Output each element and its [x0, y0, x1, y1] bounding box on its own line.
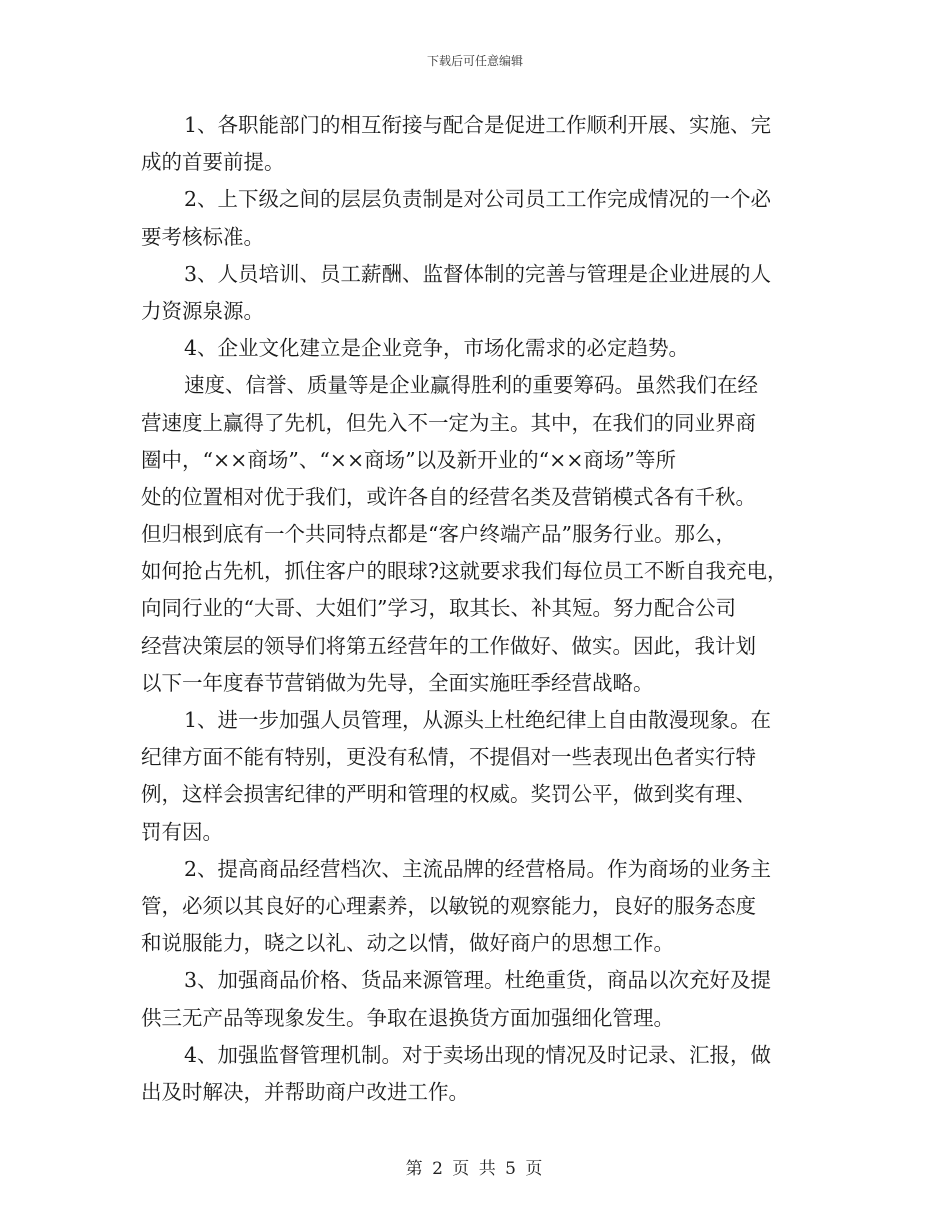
- text-line: 如何抢占先机，抓住客户的眼球?这就要求我们每位员工不断自我充电，: [141, 559, 788, 584]
- text-line: 纪律方面不能有特别，更没有私情，不提倡对一些表现出色者实行特: [141, 745, 756, 770]
- text-line: 圈中，“××商场”、“××商场”以及新开业的“××商场”等所: [141, 447, 676, 472]
- text-line: 处的位置相对优于我们，或许各自的经营名类及营销模式各有千秋。: [141, 484, 756, 509]
- text-line: 4、企业文化建立是企业竞争，市场化需求的必定趋势。: [184, 336, 690, 361]
- text-line: 力资源泉源。: [141, 298, 264, 323]
- text-line: 速度、信誉、质量等是企业赢得胜利的重要筹码。虽然我们在经: [184, 373, 758, 398]
- text-line: 经营决策层的领导们将第五经营年的工作做好、做实。因此，我计划: [141, 633, 756, 658]
- text-line: 供三无产品等现象发生。争取在退换货方面加强细化管理。: [141, 1005, 674, 1030]
- text-line: 以下一年度春节营销做为先导，全面实施旺季经营战略。: [141, 670, 654, 695]
- text-line: 3、加强商品价格、货品来源管理。杜绝重货，商品以次充好及提: [184, 968, 772, 993]
- text-line: 4、加强监督管理机制。对于卖场出现的情况及时记录、汇报，做: [184, 1042, 772, 1067]
- page-footer: 第 2 页 共 5 页: [405, 1159, 545, 1179]
- text-line: 罚有因。: [141, 819, 223, 844]
- document-body: [141, 107, 805, 1111]
- text-line: 例，这样会损害纪律的严明和管理的权威。奖罚公平，做到奖有理、: [141, 782, 756, 807]
- text-line: 2、提高商品经营档次、主流品牌的经营格局。作为商场的业务主: [184, 856, 772, 881]
- text-line: 2、上下级之间的层层负责制是对公司员工工作完成情况的一个必: [184, 187, 772, 212]
- text-line: 出及时解决，并帮助商户改进工作。: [141, 1079, 469, 1104]
- text-line: 和说服能力，晓之以礼、动之以情，做好商户的思想工作。: [141, 931, 674, 956]
- text-line: 3、人员培训、员工薪酬、监督体制的完善与管理是企业进展的人: [184, 261, 772, 286]
- text-line: 营速度上赢得了先机，但先入不一定为主。其中，在我们的同业界商: [141, 410, 756, 435]
- text-line: 成的首要前提。: [141, 150, 285, 175]
- text-line: 管，必须以其良好的心理素养，以敏锐的观察能力，良好的服务态度: [141, 893, 756, 918]
- text-line: 但归根到底有一个共同特点都是“客户终端产品”服务行业。那么，: [141, 522, 736, 547]
- page-header: 下载后可任意编辑: [426, 54, 523, 68]
- text-line: 1、各职能部门的相互衔接与配合是促进工作顺利开展、实施、完: [184, 113, 772, 137]
- text-line: 1、进一步加强人员管理，从源头上杜绝纪律上自由散漫现象。在: [184, 708, 772, 732]
- text-line: 向同行业的“大哥、大姐们”学习，取其长、补其短。努力配合公司: [141, 596, 736, 621]
- text-line: 要考核标准。: [141, 224, 264, 249]
